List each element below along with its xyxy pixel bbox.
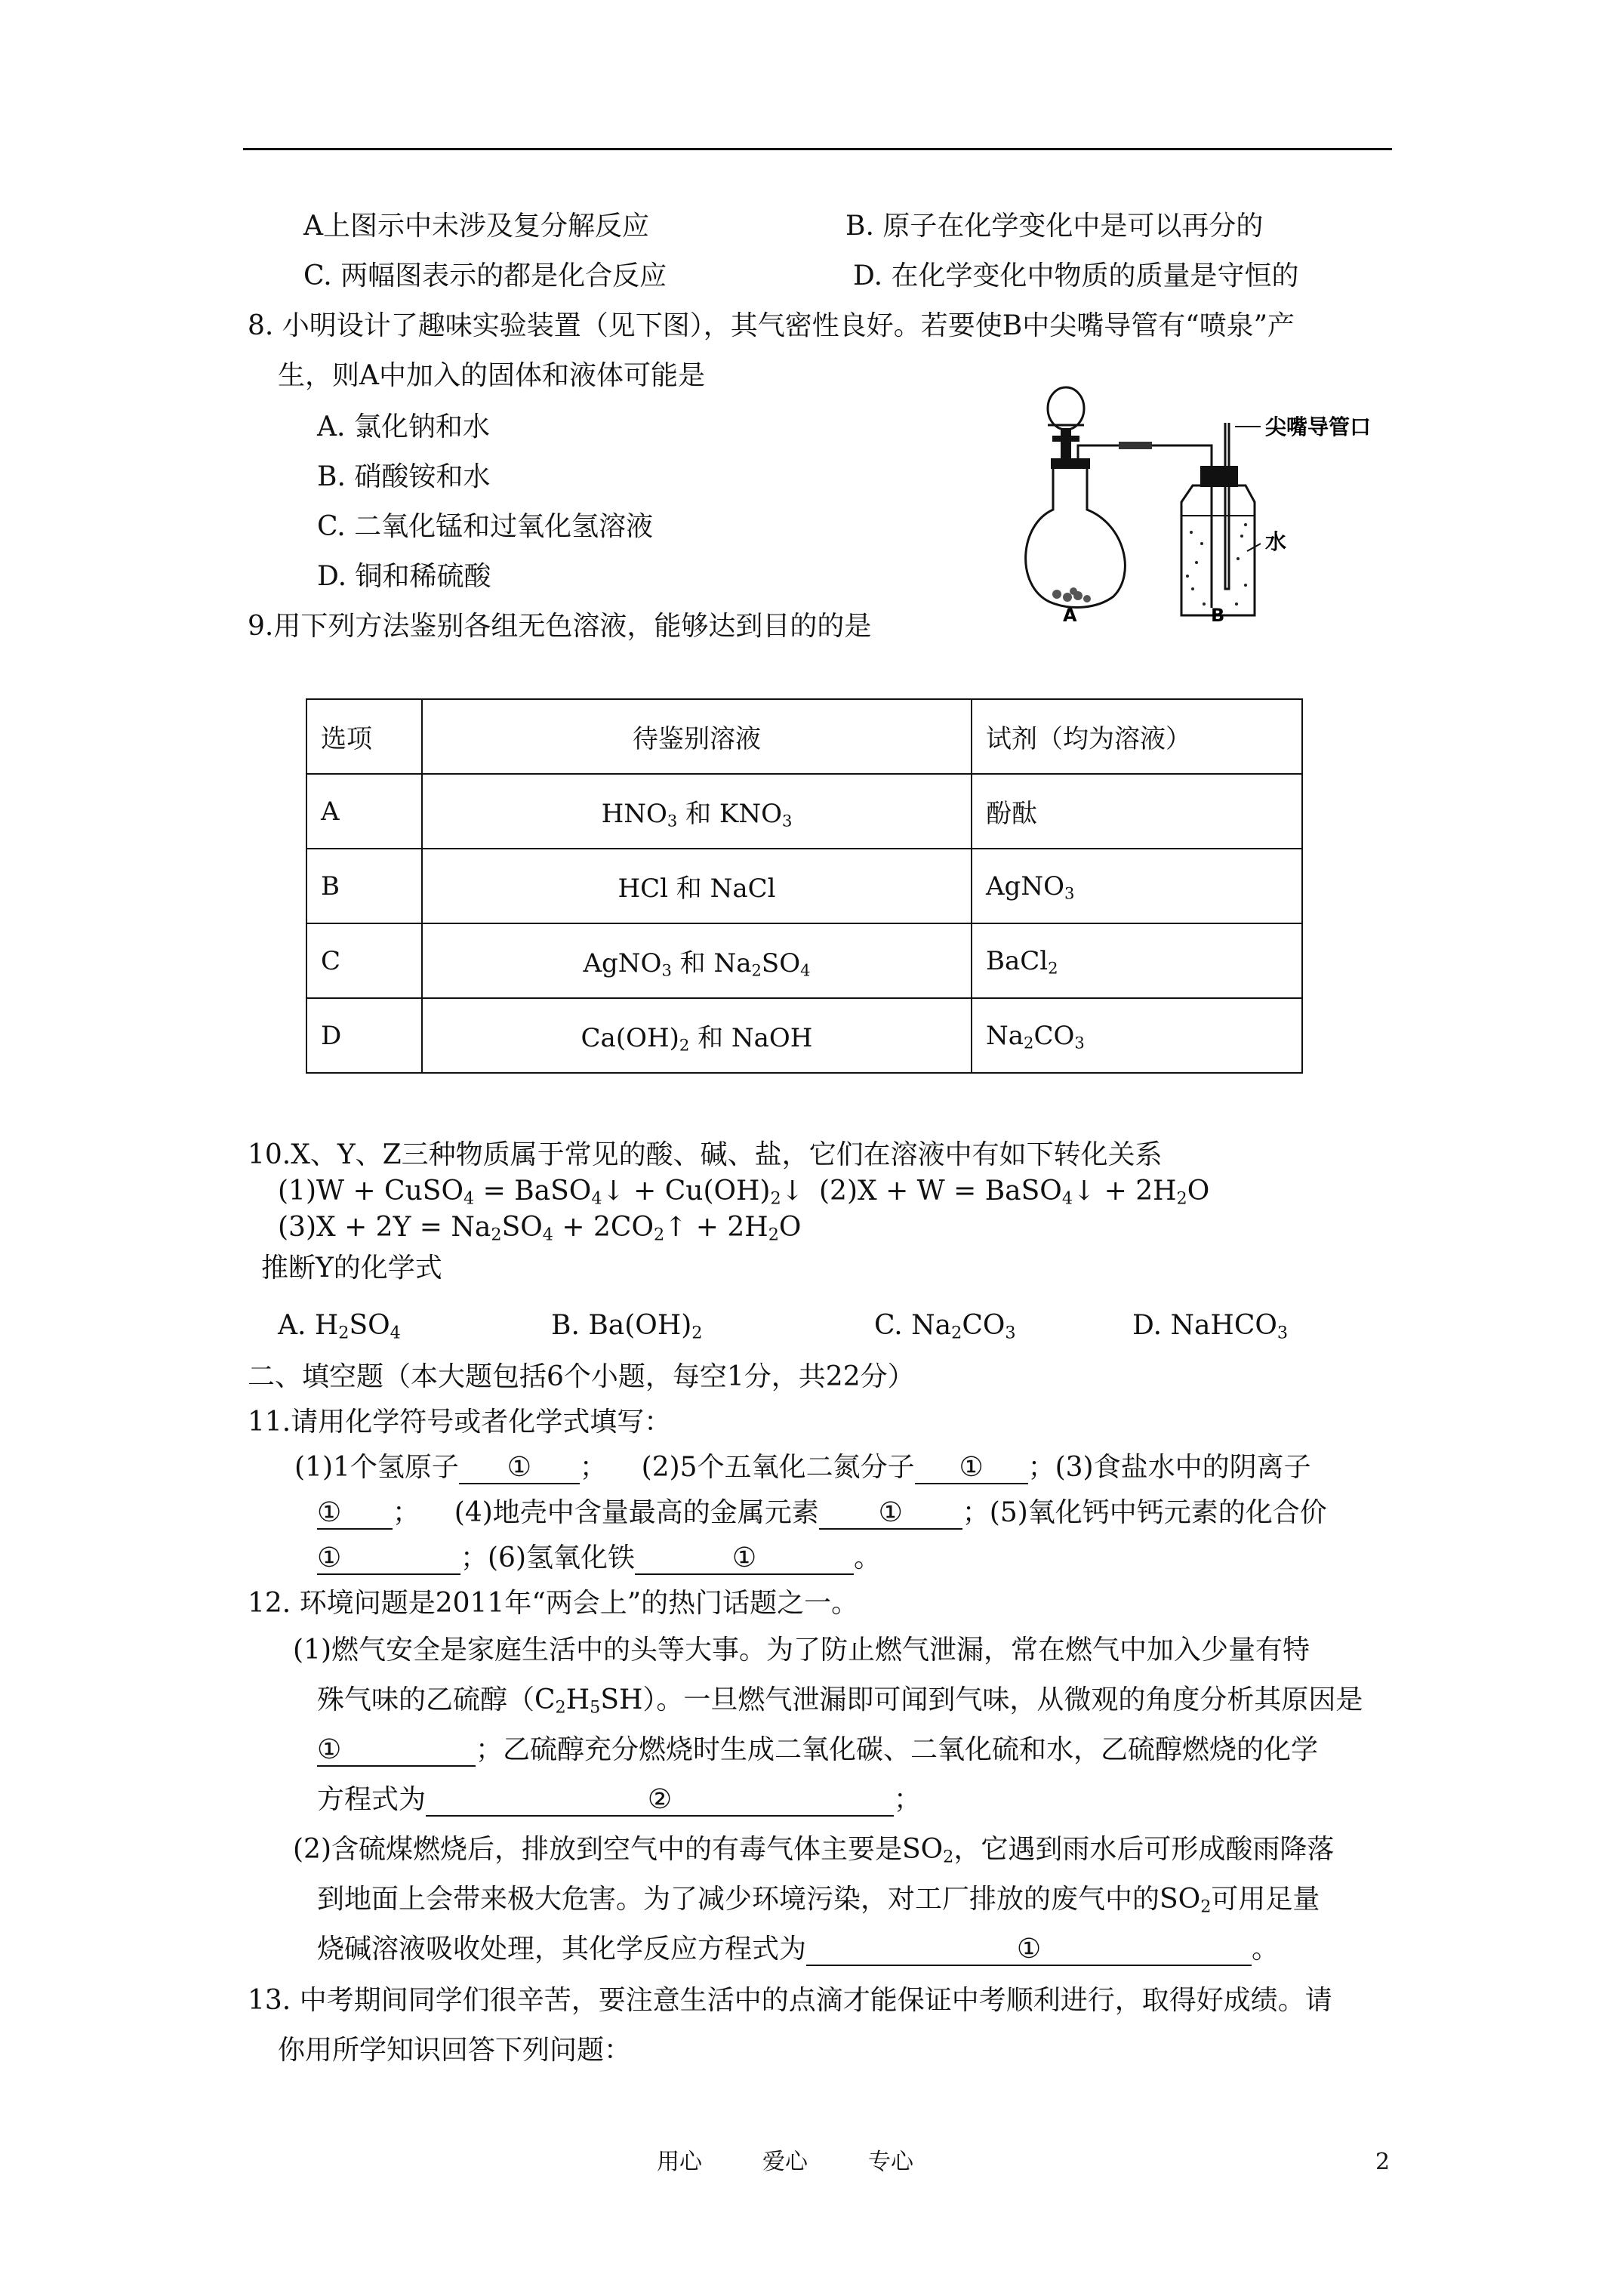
q9-table [306,698,1303,1074]
q10-option-d: D. NaHCO$_3$ [1132,1310,1289,1343]
table-cell: $Na_2CO_3$ [972,998,1302,1073]
page-number: 2 [1375,2149,1390,2175]
q13-line1: 13. 中考期间同学们很辛苦，要注意生活中的点滴才能保证中考顺利进行，取得好成绩。请 [248,1985,1332,2016]
table-cell: BaCl$_2$ [972,923,1302,998]
table-header: 选项 [306,699,422,774]
label-nozzle: 尖嘴导管口 [1265,415,1372,439]
q7-option-c: C. 两幅图表示的都是化合反应 [303,260,667,291]
q11-line2: ① ； (4)地壳中含量最高的金属元素 ① ；(5)氧化钙中钙元素的化合价 [317,1497,1327,1528]
table-header: 试剂（均为溶液） [972,699,1302,774]
q7-option-d: D. 在化学变化中物质的质量是守恒的 [853,260,1299,291]
table-cell: AgNO$_3$ 和 $Na_2SO_4$ [422,923,972,998]
table-cell: $Ca(OH)_2$ 和 NaOH [422,998,972,1073]
footer-word: 专心 [868,2149,913,2175]
label-water: 水 [1265,529,1287,554]
q10-option-c: C. $Na_2CO_3$ [874,1310,1016,1343]
footer-word: 爱心 [762,2149,808,2175]
q7-option-b: B. 原子在化学变化中是可以再分的 [845,211,1264,242]
section2-title: 二、填空题（本大题包括6个小题，每空1分，共22分） [248,1361,915,1392]
q12-part1-line1: (1)燃气安全是家庭生活中的头等大事。为了防止燃气泄漏，常在燃气中加入少量有特 [293,1635,1310,1666]
q11-line1: (1)1个氢原子 ① ； (2)5个五氧化二氮分子 ① ；(3)食盐水中的阴离子 [294,1452,1311,1483]
q9-stem: 9.用下列方法鉴别各组无色溶液，能够达到目的的是 [248,611,872,642]
q7-option-a: A上图示中未涉及复分解反应 [303,211,649,242]
table-cell: AgNO$_3$ [972,849,1302,923]
q12-part1-line3: ① ；乙硫醇充分燃烧时生成二氧化碳、二氧化硫和水，乙硫醇燃烧的化学 [317,1734,1319,1765]
q10-ask: 推断Y的化学式 [261,1253,442,1284]
footer-word: 用心 [657,2149,702,2175]
q11-line3: ① ；(6)氢氧化铁 ① 。 [317,1542,882,1573]
table-cell: $HNO_3$ 和 $KNO_3$ [422,774,972,849]
table-header: 待鉴别溶液 [422,699,972,774]
q8-stem-line1: 8. 小明设计了趣味实验装置（见下图），其气密性良好。若要使B中尖嘴导管有“喷泉”产 [248,310,1295,341]
q12-part2-line3: 烧碱溶液吸收处理，其化学反应方程式为 ① 。 [317,1934,1280,1965]
table-cell: 酚酞 [972,774,1302,849]
q10-equation-2: (2)X + W = BaSO$_4$↓ + $2H_2O$ [819,1176,1210,1209]
q8-option-b: B. 硝酸铵和水 [317,461,491,492]
table-row [306,923,1302,998]
table-cell: B [306,849,422,923]
q10-stem: 10.X、Y、Z三种物质属于常见的酸、碱、盐，它们在溶液中有如下转化关系 [248,1139,1163,1170]
label-flask-a: A [1063,605,1077,623]
header-rule [243,148,1392,150]
q13-line2: 你用所学知识回答下列问题： [278,2035,632,2066]
q8-option-d: D. 铜和稀硫酸 [317,561,491,592]
q12-part1-line2: 殊气味的乙硫醇$(C_2H_5SH)$。一旦燃气泄漏即可闻到气味，从微观的角度分析其原因是 [317,1684,1363,1718]
table-cell: C [306,923,422,998]
q10-option-a: A. $H_2SO_4$ [278,1310,401,1343]
footer-motto [627,2146,944,2179]
apparatus-figure [1012,381,1404,623]
table-row [306,774,1302,849]
table-cell: HCl 和 NaCl [422,849,972,923]
table-cell: D [306,998,422,1073]
q8-option-c: C. 二氧化锰和过氧化氢溶液 [317,511,654,542]
q10-option-b: B. $Ba(OH)_2$ [551,1310,703,1343]
label-bottle-b: B [1211,605,1225,623]
q12-part2-line1: (2)含硫煤燃烧后，排放到空气中的有毒气体主要是$SO_2$，它遇到雨水后可形成酸雨降落 [293,1834,1335,1867]
q10-equation-3: $(3)X + 2Y = Na_2SO_4$ + $2CO_2↑ + 2H_2O$ [278,1212,802,1245]
q12-part1-line4: 方程式为 ② ； [317,1784,922,1815]
q12-stem: 12. 环境问题是2011年“两会上”的热门话题之一。 [248,1588,859,1619]
table-row [306,998,1302,1073]
q11-stem: 11.请用化学符号或者化学式填写： [248,1407,672,1438]
table-cell: A [306,774,422,849]
table-header-row [306,699,1302,774]
q8-option-a: A. 氯化钠和水 [317,411,490,442]
q10-equation-1: (1)W + CuSO$_4$ = BaSO$_4$↓ + $Cu(OH)_2↓$ [278,1176,804,1209]
q8-stem-line2: 生，则A中加入的固体和液体可能是 [278,360,705,391]
table-row [306,849,1302,923]
q12-part2-line2: 到地面上会带来极大危害。为了减少环境污染，对工厂排放的废气中的$SO_2$可用足量 [317,1884,1320,1917]
